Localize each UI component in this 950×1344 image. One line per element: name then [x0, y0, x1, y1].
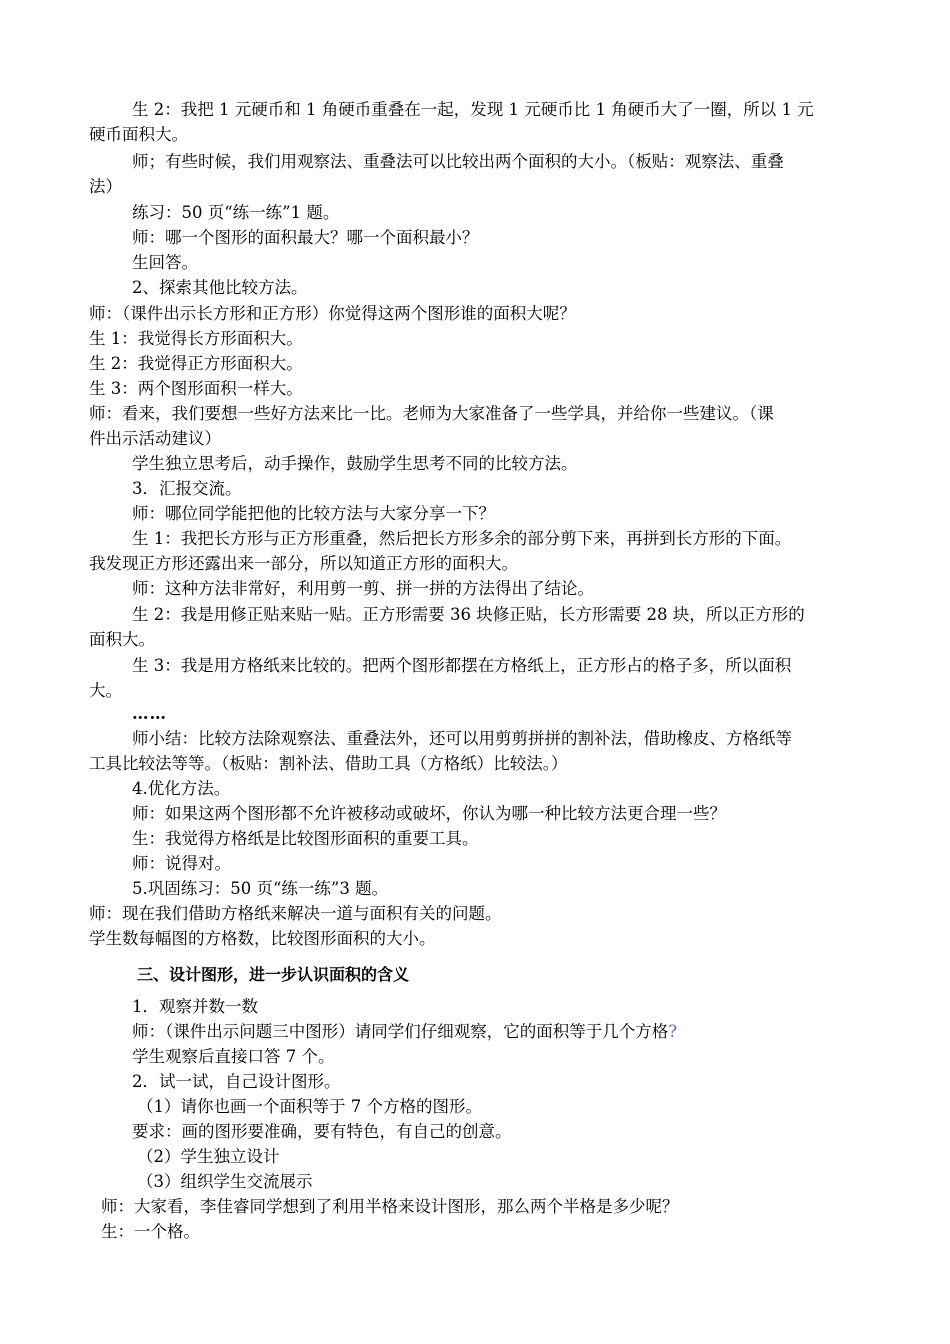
text-line: 法） [89, 177, 122, 196]
text-line: （1）请你也画一个面积等于 7 个方格的图形。 [137, 1097, 482, 1116]
text-line: 学生观察后直接口答 7 个。 [132, 1047, 335, 1066]
text-line: 师：（课件出示长方形和正方形）你觉得这两个图形谁的面积大呢？ [89, 304, 576, 323]
text-line: 生 1：我觉得长方形面积大。 [89, 329, 303, 348]
text-line: 生 2：我把 1 元硬币和 1 角硬币重叠在一起，发现 1 元硬币比 1 角硬币大了一圈，所以 1 元 [132, 100, 814, 119]
text-line: 生 2：我觉得正方形面积大。 [89, 354, 303, 373]
text-line: （3）组织学生交流展示 [137, 1172, 313, 1191]
ellipsis-line: …… [132, 704, 167, 723]
text-line: 师：看来，我们要想一些好方法来比一比。老师为大家准备了一些学具，并给你一些建议。（课 [89, 404, 774, 423]
text-line: 师小结：比较方法除观察法、重叠法外，还可以用剪剪拼拼的割补法，借助橡皮、方格纸等 [132, 729, 792, 748]
text-line: 4.优化方法。 [132, 779, 231, 798]
text-line: 师：现在我们借助方格纸来解决一道与面积有关的问题。 [89, 904, 502, 923]
text-line: （2）学生独立设计 [137, 1147, 280, 1166]
text-line: 学生数每幅图的方格数，比较图形面积的大小。 [89, 929, 436, 948]
requirement-label: 要求： [132, 1122, 182, 1141]
text-segment: 师：（课件出示问题三中图形）请同学们仔细观察，它的面积等于几个方格 [132, 1022, 669, 1041]
section-heading: 三、设计图形，进一步认识面积的含义 [137, 965, 410, 984]
text-line: 工具比较法等等。（板贴：割补法、借助工具（方格纸）比较法。） [89, 754, 568, 773]
text-line: 2．试一试，自己设计图形。 [132, 1072, 341, 1091]
text-line: 师：大家看，李佳睿同学想到了利用半格来设计图形，那么两个半格是多少呢？ [101, 1197, 679, 1216]
text-line: 师：这种方法非常好，利用剪一剪、拼一拼的方法得出了结论。 [132, 579, 594, 598]
text-line: 师：如果这两个图形都不允许被移动或破坏，你认为哪一种比较方法更合理一些？ [132, 804, 726, 823]
requirement-text: 画的图形要准确，要有特色，有自己的创意。 [181, 1122, 512, 1141]
text-line: 生：我觉得方格纸是比较图形面积的重要工具。 [132, 829, 479, 848]
text-line: 练习：50 页“练一练”1 题。 [132, 203, 340, 222]
text-line: 我发现正方形还露出来一部分，所以知道正方形的面积大。 [89, 554, 518, 573]
text-line: 生：一个格。 [101, 1222, 200, 1241]
text-line: 1．观察并数一数 [132, 997, 258, 1016]
text-line: 生 3：两个图形面积一样大。 [89, 379, 303, 398]
text-line: 师：说得对。 [132, 854, 231, 873]
text-line [132, 1120, 864, 1144]
text-line: 5.巩固练习：50 页“练一练”3 题。 [132, 879, 389, 898]
text-line: 件出示活动建议） [89, 429, 221, 448]
text-line: 生 2：我是用修正贴来贴一贴。正方形需要 36 块修正贴，长方形需要 28 块，所以正方形的 [132, 605, 805, 624]
text-line: 生 3：我是用方格纸来比较的。把两个图形都摆在方格纸上，正方形占的格子多，所以面积 [132, 656, 792, 675]
text-line: 硬币面积大。 [89, 125, 188, 144]
text-line: 师；有些时候，我们用观察法、重叠法可以比较出两个面积的大小。（板贴：观察法、重叠 [132, 152, 784, 171]
question-mark: ? [668, 1022, 678, 1041]
text-line: 学生独立思考后，动手操作，鼓励学生思考不同的比较方法。 [132, 454, 578, 473]
text-line: 面积大。 [89, 630, 155, 649]
text-line: 师：哪位同学能把他的比较方法与大家分享一下？ [132, 504, 495, 523]
text-line: 3．汇报交流。 [132, 479, 242, 498]
text-line: 2、探索其他比较方法。 [132, 278, 308, 297]
text-line: 师：哪一个图形的面积最大？哪一个面积最小？ [132, 228, 479, 247]
text-line: 大。 [89, 681, 122, 700]
text-line [132, 1020, 864, 1044]
text-line: 生回答。 [132, 253, 198, 272]
text-line: 生 1：我把长方形与正方形重叠，然后把长方形多余的部分剪下来，再拼到长方形的下面。 [132, 529, 792, 548]
